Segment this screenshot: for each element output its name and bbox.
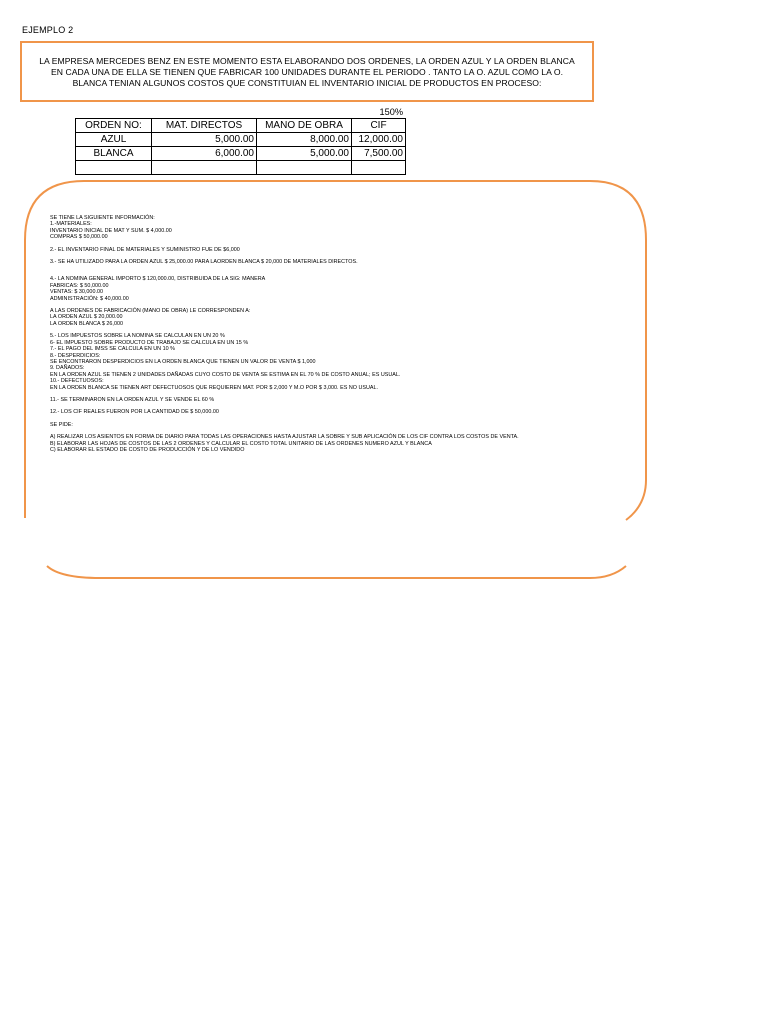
intro-text: LA EMPRESA MERCEDES BENZ EN ESTE MOMENTO ESTA ELABORANDO DOS ORDENES, LA ORDEN AZUL Y LA ORDEN BLANCA EN CADA UNA DE ELLA SE TIENEN QUE FABRICAR 100 UNIDADES DURANTE EL PERIODO . TANTO LA O. AZUL COMO LA O. BLANCA TENIAN ALGUNOS COSTOS QUE CONSTITUIAN EL INVENTARIO INICIAL DE PRODUCTOS EN PROCESO: <box>39 56 575 88</box>
page-heading: EJEMPLO 2 <box>22 25 74 35</box>
info-line: 3.- SE HA UTILIZADO PARA LA ORDEN AZUL $ 25,000.00 PARA LAORDEN BLANCA $ 20,000 DE MATERIALES DIRECTOS. <box>50 259 358 266</box>
info-line: A) REALIZAR LOS ASIENTOS EN FORMA DE DIARIO PARA TODAS LAS OPERACIONES HASTA AJUSTAR LA SOBRE Y SUB APLICACIÓN DE LOS CIF CONTRA LOS COSTOS DE VENTA. <box>50 434 519 441</box>
info-line: C) ELABORAR EL ESTADO DE COSTO DE PRODUCCIÓN Y DE LO VENDIDO <box>50 446 245 453</box>
info-line: LA ORDEN BLANCA $ 26,000 <box>50 320 123 327</box>
info-line: 11.- SE TERMINARON EN LA ORDEN AZUL Y SE VENDE EL 60 % <box>50 396 215 403</box>
info-line: 9. DAÑADOS: <box>50 365 85 372</box>
frame-bottom-arc <box>47 566 626 578</box>
cell-orden: AZUL <box>76 133 152 147</box>
info-line: SE PIDE: <box>50 421 73 428</box>
cif-rate-label: 150% <box>379 107 403 117</box>
info-line: 8.- DESPERDICIOS: <box>50 352 101 359</box>
info-line: 10.- DEFECTUOSOS: <box>50 378 104 385</box>
cell-cif: 12,000.00 <box>352 133 406 147</box>
info-line: ADMINISTRACIÓN: $ 40,000.00 <box>50 295 129 302</box>
info-line: EN LA ORDEN AZUL SE TIENEN 2 UNIDADES DAÑADAS CUYO COSTO DE VENTA SE ESTIMA EN EL 70 % DE COSTO ANUAL; ES USUAL. <box>50 371 401 378</box>
info-line: SE TIENE LA SIGUIENTE INFORMACIÓN: <box>50 215 155 221</box>
col-header-mano-de-obra: MANO DE OBRA <box>257 119 352 133</box>
info-line: B) ELABORAR LAS HOJAS DE COSTOS DE LAS 2 ORDENES Y CALCULAR EL COSTO TOTAL UNITARIO DE LAS ORDENES NUMERO AZUL Y BLANCA <box>50 440 432 447</box>
cell-mat: 5,000.00 <box>152 133 257 147</box>
info-line: LA ORDEN AZUL $ 20,000.00 <box>50 314 123 321</box>
info-line: 6- EL IMPUESTO SOBRE PRODUCTO DE TRABAJO SE CALCULA EN UN 15 % <box>50 339 249 346</box>
problem-statement <box>50 215 610 453</box>
info-line: FABRICAS: $ 50,000.00 <box>50 282 109 289</box>
cell-mano: 8,000.00 <box>257 133 352 147</box>
info-line: 7.- EL PAGO DEL IMSS SE CALCULA EN UN 10 % <box>50 346 175 353</box>
info-line: EN LA ORDEN BLANCA SE TIENEN ART DEFECTUOSOS QUE REQUIEREN MAT. POR $ 2,000 Y M.O POR $ 3,000. ES NO USUAL. <box>50 384 379 391</box>
info-line: 2.- EL INVENTARIO FINAL DE MATERIALES Y SUMINISTRO FUE DE $6,000 <box>50 246 240 253</box>
info-line: 5.- LOS IMPUESTOS SOBRE LA NOMINA SE CALCULAN EN UN 20 % <box>50 333 225 340</box>
info-line: VENTAS: $ 30,000.00 <box>50 289 104 296</box>
info-line: 4.- LA NOMINA GENERAL IMPORTO $ 120,000.00, DISTRIBUIDA DE LA SIG: MANERA <box>50 276 266 283</box>
cell-mat: 6,000.00 <box>152 147 257 161</box>
cell-orden: BLANCA <box>76 147 152 161</box>
info-line: 1.-MATERIALES: <box>50 221 92 228</box>
cell-mano: 5,000.00 <box>257 147 352 161</box>
col-header-orden: ORDEN NO: <box>76 119 152 133</box>
col-header-mat-directos: MAT. DIRECTOS <box>152 119 257 133</box>
info-line: SE ENCONTRARON DESPERDICIOS EN LA ORDEN BLANCA QUE TIENEN UN VALOR DE VENTA $ 1,000 <box>50 358 316 365</box>
cell-cif: 7,500.00 <box>352 147 406 161</box>
info-line: A LAS ORDENES DE FABRICACIÓN (MANO DE OBRA) LE CORRESPONDEN A: <box>50 308 251 315</box>
info-line: INVENTARIO INICIAL DE MAT Y SUM. $ 4,000.00 <box>50 227 172 234</box>
info-line: 12.- LOS CIF REALES FUERON POR LA CANTIDAD DE $ 50,000.00 <box>50 409 219 416</box>
info-line: COMPRAS $ 50,000.00 <box>50 234 108 241</box>
col-header-cif: CIF <box>352 119 406 133</box>
